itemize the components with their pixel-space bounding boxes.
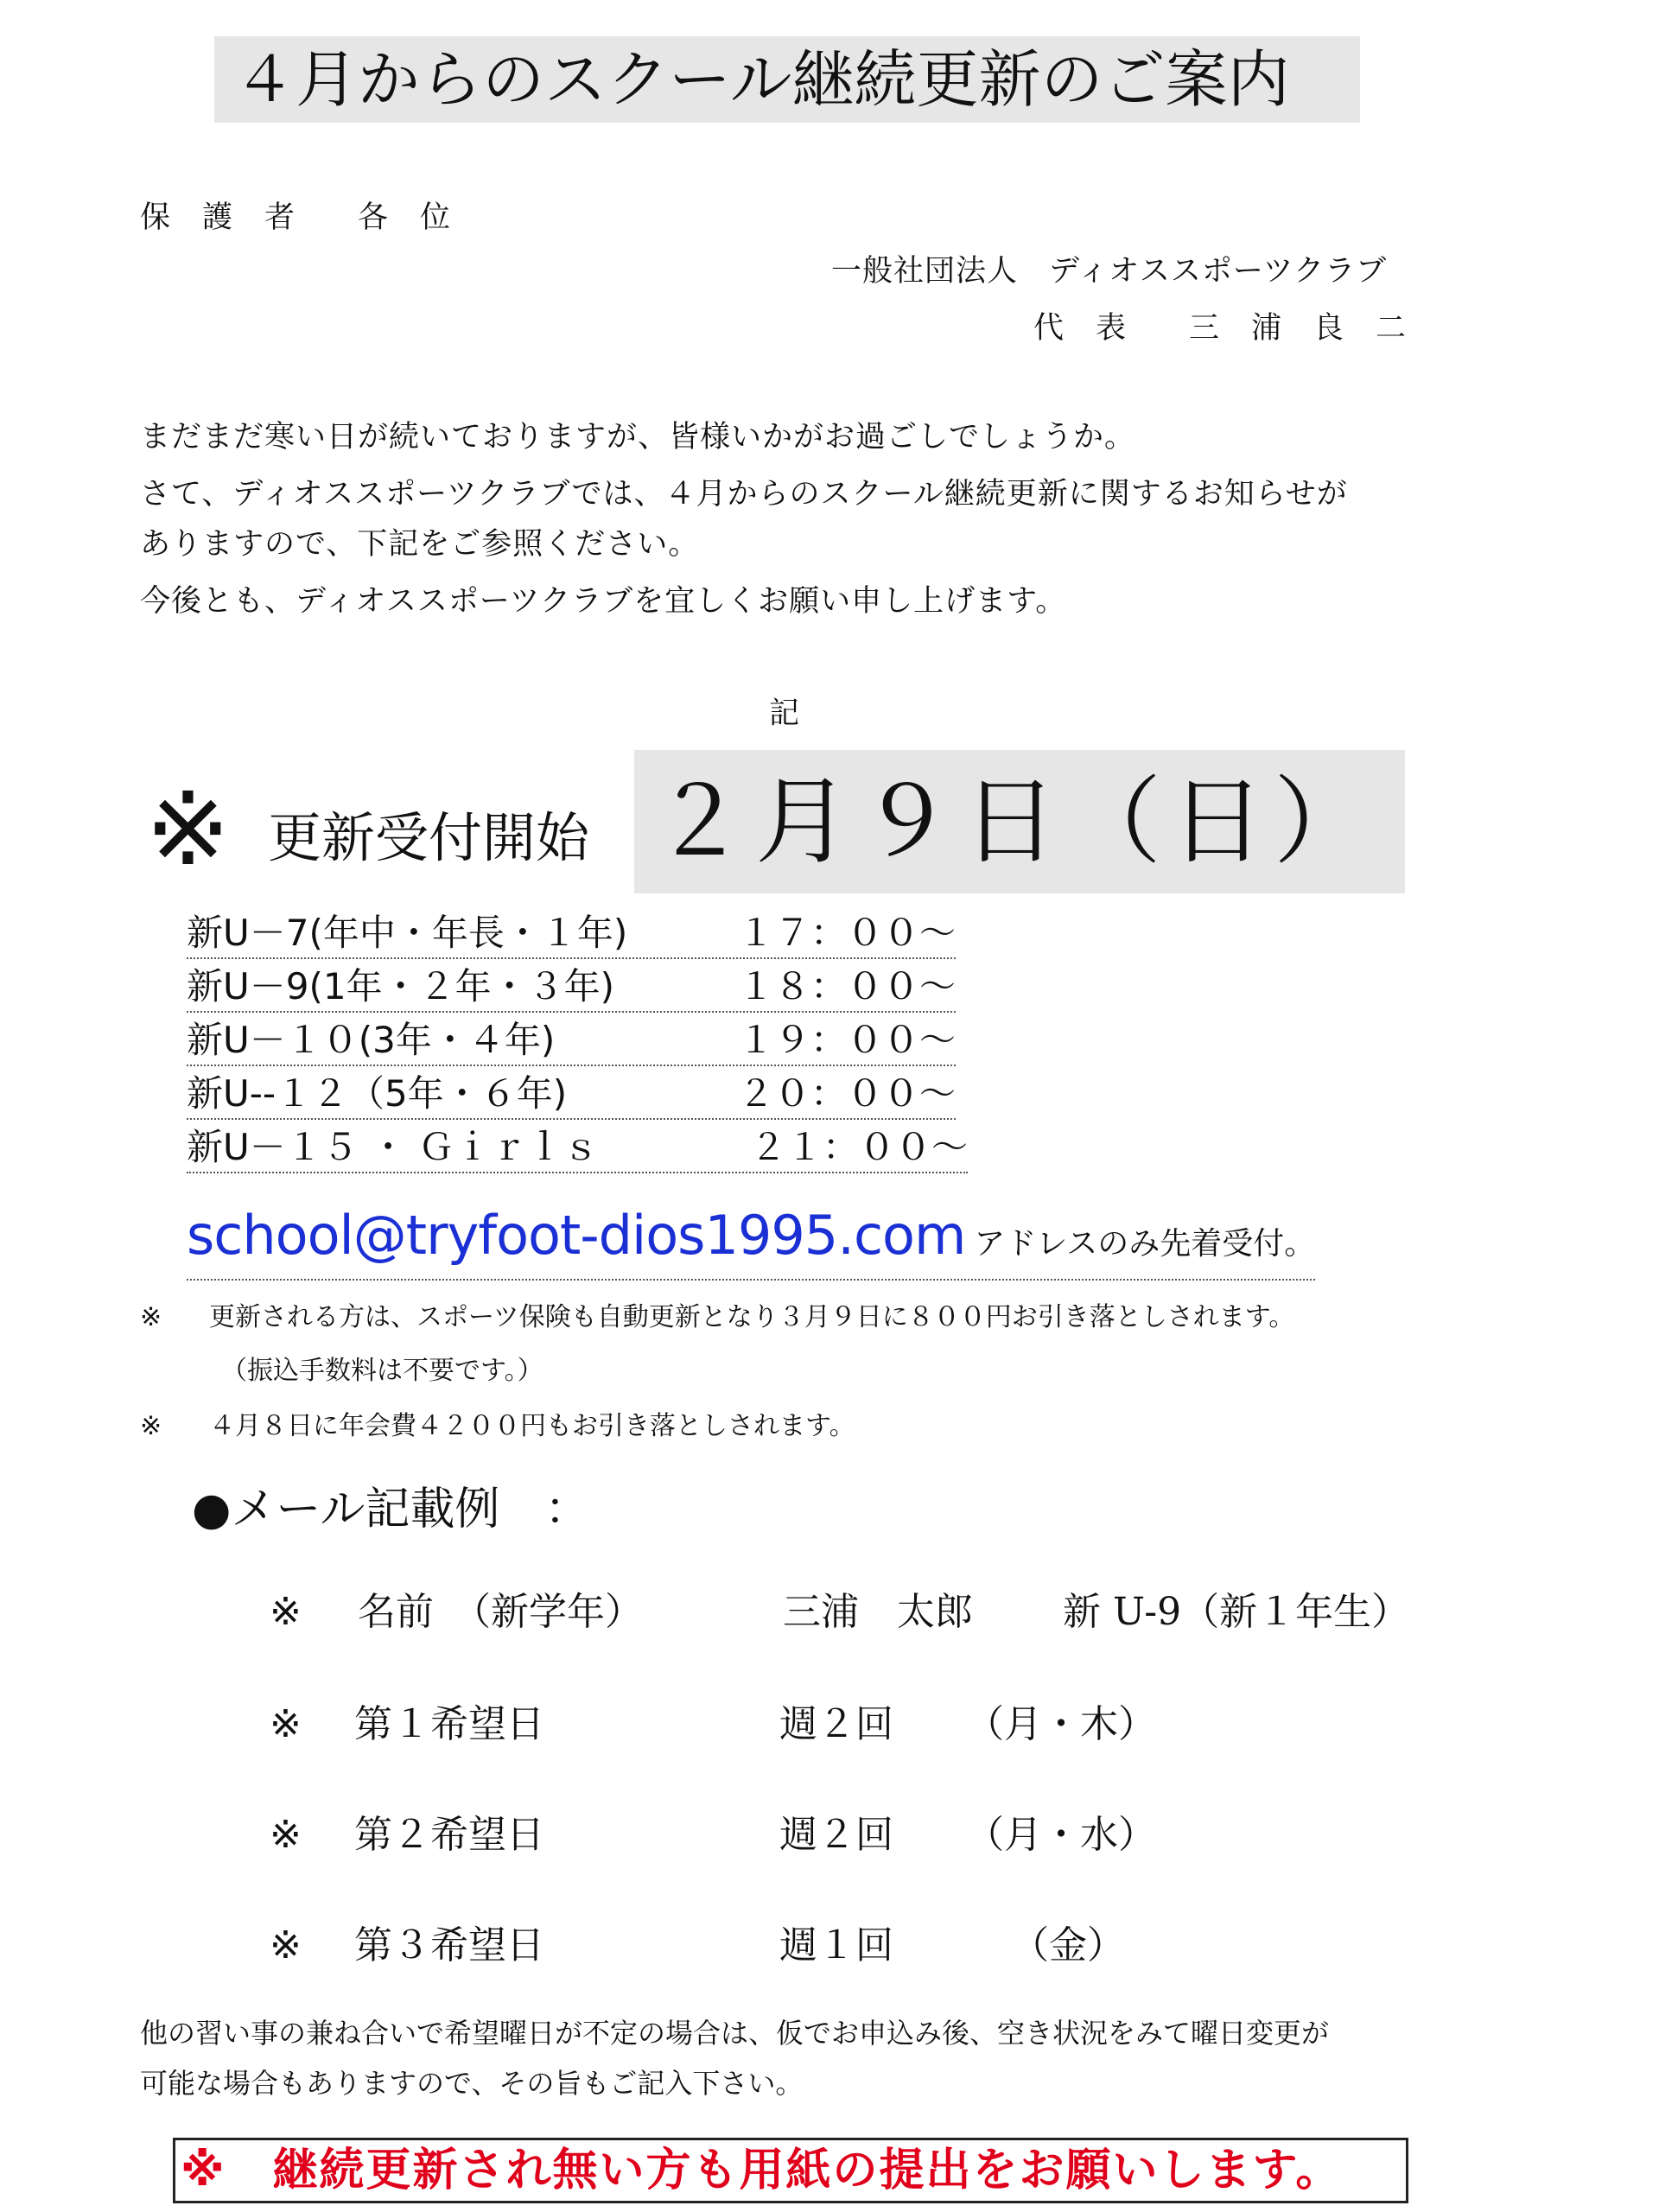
note-text: （振込手数料は不要です。）: [221, 1356, 543, 1386]
schedule-time: １７：００～: [738, 912, 957, 954]
note-mark: ※: [140, 1411, 162, 1441]
example-label: 名前 （新学年）: [358, 1590, 643, 1634]
intro-line: 今後とも、ディオススポーツクラブを宜しくお願い申し上げます。: [140, 584, 1067, 619]
example-extra: （月・木）: [966, 1702, 1156, 1746]
email-block: [187, 1201, 1315, 1281]
example-mark: ※: [270, 1923, 302, 1967]
example-mark: ※: [270, 1590, 302, 1634]
sender-representative: 代 表 三 浦 良 二: [1033, 311, 1408, 346]
schedule-group: 新U－9(1年・２年・３年): [187, 965, 614, 1007]
ki-heading: 記: [769, 696, 801, 731]
email-note: アドレスのみ先着受付。: [974, 1226, 1316, 1262]
footer-line: 可能な場合もありますので、その旨もご記入下さい。: [140, 2067, 804, 2100]
renewal-start-label: 更新受付開始: [268, 806, 590, 869]
schedule-row: [187, 1123, 968, 1173]
page-title: ４月からのスクール継続更新のご案内: [214, 36, 1360, 123]
schedule-time: ２０：００～: [738, 1072, 957, 1115]
schedule-row: [187, 963, 956, 1013]
reference-mark: ※: [145, 769, 231, 888]
schedule-time: １９：００～: [738, 1019, 957, 1061]
addressee: 保 護 者 各 位: [140, 200, 452, 235]
intro-line: ありますので、下記をご参照ください。: [140, 527, 700, 562]
note-mark: ※: [140, 1302, 162, 1332]
schedule-group: 新U－１５ ・ Ｇｉｒｌｓ: [187, 1126, 600, 1168]
example-extra: （金）: [1011, 1923, 1125, 1967]
schedule-group: 新U－１０(3年・４年): [187, 1019, 556, 1061]
schedule-row: [187, 1016, 956, 1066]
renewal-start-date: ２月９日（日）: [634, 750, 1405, 893]
sender-org: 一般社団法人 ディオススポーツクラブ: [831, 254, 1388, 289]
email-link[interactable]: school@tryfoot-dios1995.com: [187, 1204, 966, 1267]
example-value: 週２回: [779, 1813, 893, 1857]
mail-example-heading: ●メール記載例 ：: [192, 1484, 590, 1535]
note-text: 更新される方は、スポーツ保険も自動更新となり３月９日に８００円お引き落としされます。: [209, 1302, 1295, 1332]
schedule-group: 新U－7(年中・年長・１年): [187, 912, 628, 954]
schedule-time: １８：００～: [738, 965, 957, 1007]
schedule-time: ２１：００～: [750, 1126, 969, 1168]
example-mark: ※: [270, 1702, 302, 1746]
example-extra: 新 U-9（新１年生）: [1063, 1590, 1410, 1634]
example-value: 三浦 太郎: [783, 1590, 973, 1634]
final-notice: ※ 継続更新され無い方も用紙の提出をお願いします。: [173, 2138, 1408, 2203]
example-extra: （月・水）: [966, 1813, 1156, 1857]
example-value: 週１回: [779, 1923, 893, 1967]
note-text: ４月８日に年会費４２００円もお引き落としされます。: [209, 1411, 855, 1441]
example-label: 第３希望日: [354, 1923, 544, 1967]
example-mark: ※: [270, 1813, 302, 1857]
schedule-row: [187, 1070, 956, 1120]
example-label: 第２希望日: [354, 1813, 544, 1857]
intro-line: まだまだ寒い日が続いておりますが、皆様いかがお過ごしでしょうか。: [140, 420, 1136, 454]
intro-line: さて、ディオススポーツクラブでは、４月からのスクール継続更新に関するお知らせが: [140, 477, 1348, 512]
footer-line: 他の習い事の兼ね合いで希望曜日が不定の場合は、仮でお申込み後、空き状況をみて曜日変更が: [140, 2017, 1330, 2050]
example-label: 第１希望日: [354, 1702, 544, 1746]
example-value: 週２回: [779, 1702, 893, 1746]
schedule-row: [187, 909, 956, 959]
schedule-group: 新U--１２（5年・６年): [187, 1072, 568, 1115]
